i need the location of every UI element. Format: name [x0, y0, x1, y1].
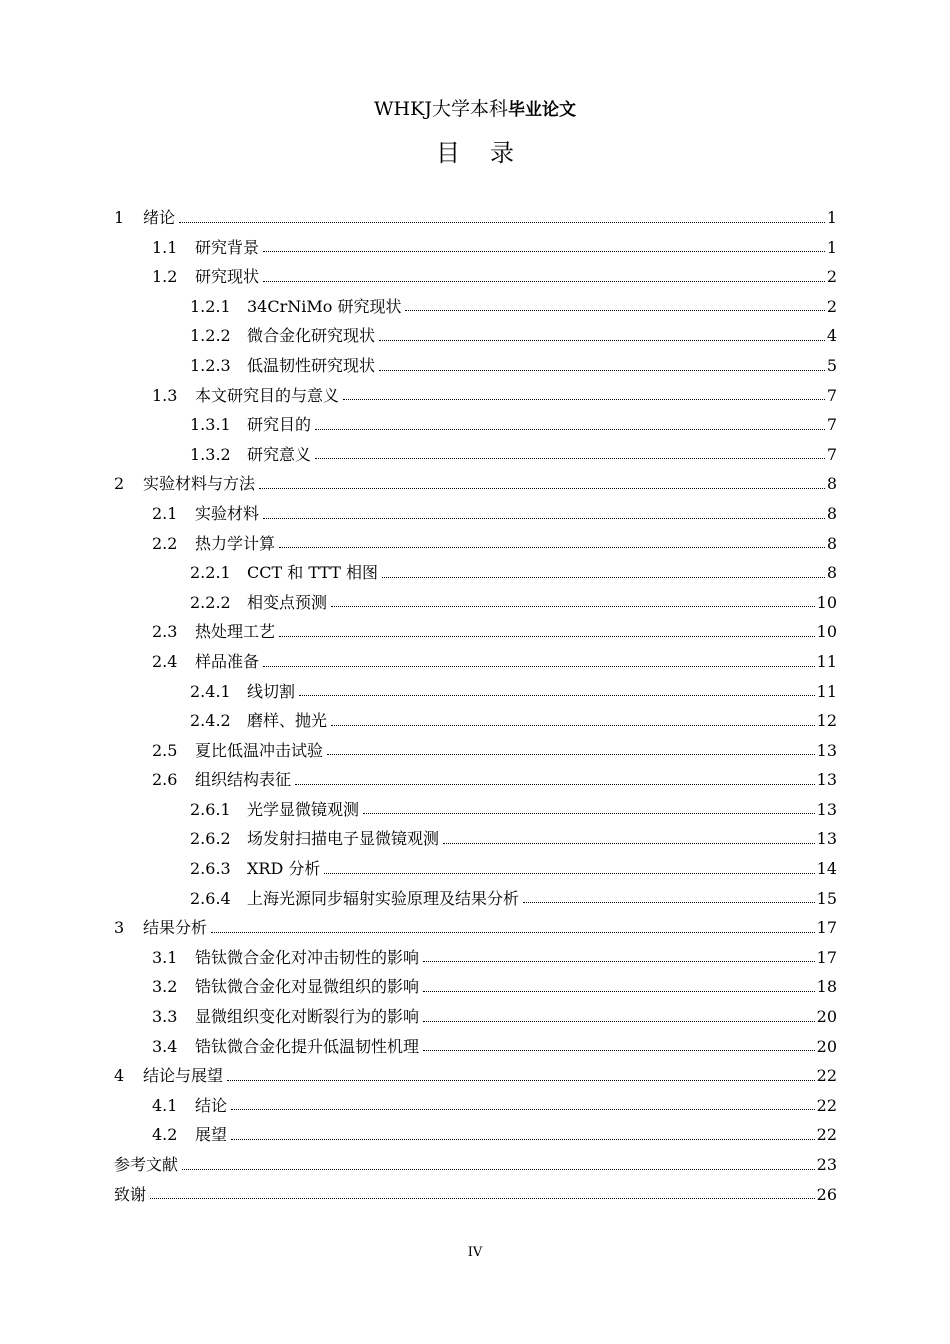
toc-entry-number: 2.6.4: [190, 888, 231, 908]
toc-entry-title: 本文研究目的与意义: [195, 385, 340, 405]
toc-entry-page: 8: [826, 474, 837, 494]
toc-entry-title: 研究现状: [195, 267, 260, 287]
toc-entry-title: 上海光源同步辐射实验原理及结果分析: [247, 888, 520, 908]
toc-dot-leader: [363, 813, 815, 814]
toc-entry-number: 3: [114, 918, 125, 938]
toc-entry[interactable]: [114, 321, 837, 351]
toc-entry-title: 光学显微镜观测: [247, 799, 360, 819]
toc-entry-page: 7: [826, 385, 837, 405]
toc-entry[interactable]: [114, 440, 837, 470]
toc-dot-leader: [343, 399, 825, 400]
toc-entry-page: 2: [826, 267, 837, 287]
toc-entry-page: 18: [816, 977, 837, 997]
toc-entry[interactable]: [114, 1150, 837, 1180]
table-of-contents: [114, 203, 837, 1209]
toc-dot-leader: [227, 1080, 815, 1081]
toc-dot-leader: [150, 1198, 815, 1199]
toc-entry-page: 10: [816, 592, 837, 612]
toc-entry-title: 研究背景: [195, 237, 260, 257]
toc-dot-leader: [523, 902, 815, 903]
toc-entry-title: 夏比低温冲击试验: [195, 740, 324, 760]
toc-entry-page: 7: [826, 444, 837, 464]
toc-entry-title: CCT 和 TTT 相图: [247, 563, 379, 583]
toc-dot-leader: [263, 666, 815, 667]
toc-entry-title: 显微组织变化对断裂行为的影响: [195, 1007, 420, 1027]
toc-dot-leader: [405, 310, 824, 311]
toc-entry-number: 2.6: [152, 770, 178, 790]
toc-entry[interactable]: [114, 1091, 837, 1121]
toc-entry-number: 1.2.2: [190, 326, 231, 346]
toc-entry[interactable]: [114, 292, 837, 322]
toc-entry[interactable]: [114, 469, 837, 499]
toc-entry[interactable]: [114, 203, 837, 233]
toc-entry-page: 2: [826, 296, 837, 316]
toc-dot-leader: [315, 429, 825, 430]
toc-entry-page: 22: [816, 1095, 837, 1115]
toc-dot-leader: [382, 577, 825, 578]
toc-entry-title: 研究意义: [247, 444, 312, 464]
toc-entry-title: 锆钛微合金化对冲击韧性的影响: [195, 947, 420, 967]
toc-entry-number: 4: [114, 1066, 125, 1086]
toc-entry-title: 微合金化研究现状: [247, 326, 376, 346]
toc-entry-number: 4.1: [152, 1095, 178, 1115]
toc-entry-number: 2.4.2: [190, 711, 231, 731]
page-number: IV: [467, 1245, 483, 1260]
toc-entry-number: 1.2.3: [190, 355, 231, 375]
toc-entry-title: 致谢: [114, 1184, 147, 1204]
toc-entry[interactable]: [114, 795, 837, 825]
toc-entry-title: 实验材料: [195, 503, 260, 523]
toc-entry-number: 4.2: [152, 1125, 178, 1145]
toc-entry-page: 11: [816, 681, 837, 701]
toc-entry-page: 1: [826, 237, 837, 257]
toc-entry-number: 2.6.3: [190, 859, 231, 879]
toc-entry-number: 2.4.1: [190, 681, 231, 701]
toc-entry-page: 26: [816, 1184, 837, 1204]
toc-entry-number: 1: [114, 208, 125, 227]
toc-entry[interactable]: [114, 913, 837, 943]
toc-entry-number: 3.3: [152, 1007, 178, 1027]
toc-entry-number: 2.2.2: [190, 592, 231, 612]
toc-entry[interactable]: [114, 736, 837, 766]
toc-dot-leader: [231, 1109, 815, 1110]
toc-dot-leader: [231, 1139, 815, 1140]
toc-entry-title: 相变点预测: [247, 592, 328, 612]
toc-entry-page: 8: [826, 533, 837, 553]
toc-dot-leader: [179, 222, 825, 223]
toc-dot-leader: [423, 991, 815, 992]
toc-entry-number: 2.2: [152, 533, 178, 553]
toc-entry-title: 场发射扫描电子显微镜观测: [247, 829, 440, 849]
toc-entry-page: 13: [816, 799, 837, 819]
toc-dot-leader: [327, 754, 815, 755]
toc-entry-page: 20: [816, 1036, 837, 1056]
toc-entry[interactable]: [114, 617, 837, 647]
toc-dot-leader: [315, 458, 825, 459]
toc-entry-number: 2.5: [152, 740, 178, 760]
toc-entry-page: 15: [816, 888, 837, 908]
toc-entry[interactable]: [114, 824, 837, 854]
toc-entry-number: 2.6.2: [190, 829, 231, 849]
toc-dot-leader: [423, 961, 815, 962]
toc-entry[interactable]: [114, 1120, 837, 1150]
toc-entry-page: 17: [816, 947, 837, 967]
toc-entry-number: 3.2: [152, 977, 178, 997]
toc-entry-title: 结果分析: [143, 918, 208, 938]
toc-dot-leader: [379, 370, 825, 371]
toc-entry-number: 3.1: [152, 947, 178, 967]
toc-entry[interactable]: [114, 499, 837, 529]
toc-entry-number: 1.2: [152, 267, 178, 287]
toc-entry-number: 2.6.1: [190, 799, 231, 819]
toc-dot-leader: [279, 636, 815, 637]
toc-entry-number: 2.1: [152, 503, 178, 523]
page-header: [0, 94, 950, 125]
toc-entry-title: 展望: [195, 1125, 228, 1145]
toc-entry-page: 1: [826, 208, 837, 227]
toc-entry-title: 参考文献: [114, 1155, 179, 1174]
toc-entry-number: 1.3.1: [190, 415, 231, 435]
toc-entry-page: 11: [816, 651, 837, 671]
toc-entry-title: 结论与展望: [143, 1066, 224, 1086]
toc-entry-page: 13: [816, 770, 837, 790]
toc-dot-leader: [263, 518, 825, 519]
toc-entry-number: 1.2.1: [190, 296, 231, 316]
toc-entry[interactable]: [114, 677, 837, 707]
toc-dot-leader: [324, 873, 814, 874]
toc-entry-number: 3.4: [152, 1036, 178, 1056]
toc-dot-leader: [331, 725, 815, 726]
toc-entry-page: 8: [826, 563, 837, 583]
toc-entry-number: 1.1: [152, 237, 178, 257]
toc-entry-page: 22: [816, 1066, 837, 1086]
toc-entry-page: 13: [816, 829, 837, 849]
toc-dot-leader: [263, 251, 825, 252]
toc-entry-title: 实验材料与方法: [143, 474, 256, 494]
toc-dot-leader: [423, 1021, 815, 1022]
toc-entry[interactable]: [114, 765, 837, 795]
toc-dot-leader: [279, 547, 825, 548]
toc-entry-page: 23: [816, 1155, 837, 1174]
toc-entry-page: 4: [826, 326, 837, 346]
toc-entry-number: 2.4: [152, 651, 178, 671]
toc-dot-leader: [379, 340, 825, 341]
toc-entry-title: 热力学计算: [195, 533, 276, 553]
toc-entry[interactable]: [114, 1002, 837, 1032]
toc-entry-title: 磨样、抛光: [247, 711, 328, 731]
toc-entry[interactable]: [114, 233, 837, 263]
toc-entry[interactable]: [114, 854, 837, 884]
toc-entry[interactable]: [114, 558, 837, 588]
header-thesis-label: 毕业论文: [507, 100, 576, 120]
toc-dot-leader: [182, 1169, 815, 1170]
header-university: WHKJ大学本科: [374, 98, 508, 120]
toc-entry-title: 热处理工艺: [195, 622, 276, 642]
toc-dot-leader: [443, 843, 815, 844]
toc-dot-leader: [295, 784, 815, 785]
toc-entry-title: 锆钛微合金化对显微组织的影响: [195, 977, 420, 997]
toc-entry[interactable]: [114, 351, 837, 381]
toc-entry[interactable]: [114, 529, 837, 559]
toc-entry[interactable]: [114, 943, 837, 973]
toc-title: 目录: [436, 139, 544, 167]
toc-dot-leader: [299, 695, 815, 696]
toc-dot-leader: [423, 1050, 815, 1051]
toc-entry[interactable]: [114, 972, 837, 1002]
toc-entry-page: 22: [816, 1125, 837, 1145]
toc-entry-number: 1.3: [152, 385, 178, 405]
toc-entry-title: XRD 分析: [247, 859, 321, 879]
toc-entry-title: 结论: [195, 1095, 228, 1115]
toc-entry-title: 34CrNiMo 研究现状: [247, 296, 402, 316]
toc-entry-number: 2.2.1: [190, 563, 231, 583]
toc-entry[interactable]: [114, 588, 837, 618]
toc-entry-page: 7: [826, 415, 837, 435]
toc-dot-leader: [211, 932, 815, 933]
toc-entry[interactable]: [114, 647, 837, 677]
toc-entry-page: 20: [816, 1007, 837, 1027]
toc-entry-page: 10: [816, 622, 837, 642]
toc-entry-title: 绪论: [143, 208, 176, 227]
toc-entry-title: 组织结构表征: [195, 770, 292, 790]
toc-entry-page: 14: [816, 859, 837, 879]
toc-dot-leader: [259, 488, 825, 489]
toc-entry[interactable]: [114, 884, 837, 914]
toc-entry[interactable]: [114, 1180, 837, 1210]
toc-entry-title: 线切割: [247, 681, 296, 701]
toc-entry[interactable]: [114, 706, 837, 736]
toc-entry-number: 2: [114, 474, 125, 494]
toc-entry-page: 5: [826, 355, 837, 375]
toc-entry[interactable]: [114, 1032, 837, 1062]
toc-entry-title: 研究目的: [247, 415, 312, 435]
toc-entry-number: 2.3: [152, 622, 178, 642]
toc-entry[interactable]: [114, 1061, 837, 1091]
toc-entry-title: 锆钛微合金化提升低温韧性机理: [195, 1036, 420, 1056]
toc-entry[interactable]: [114, 262, 837, 292]
toc-entry[interactable]: [114, 410, 837, 440]
toc-entry-title: 低温韧性研究现状: [247, 355, 376, 375]
toc-entry-title: 样品准备: [195, 651, 260, 671]
toc-dot-leader: [263, 281, 825, 282]
toc-dot-leader: [331, 606, 815, 607]
toc-entry-page: 13: [816, 740, 837, 760]
toc-entry[interactable]: [114, 381, 837, 411]
toc-entry-page: 12: [816, 711, 837, 731]
toc-entry-page: 17: [816, 918, 837, 938]
toc-entry-number: 1.3.2: [190, 444, 231, 464]
toc-entry-page: 8: [826, 503, 837, 523]
